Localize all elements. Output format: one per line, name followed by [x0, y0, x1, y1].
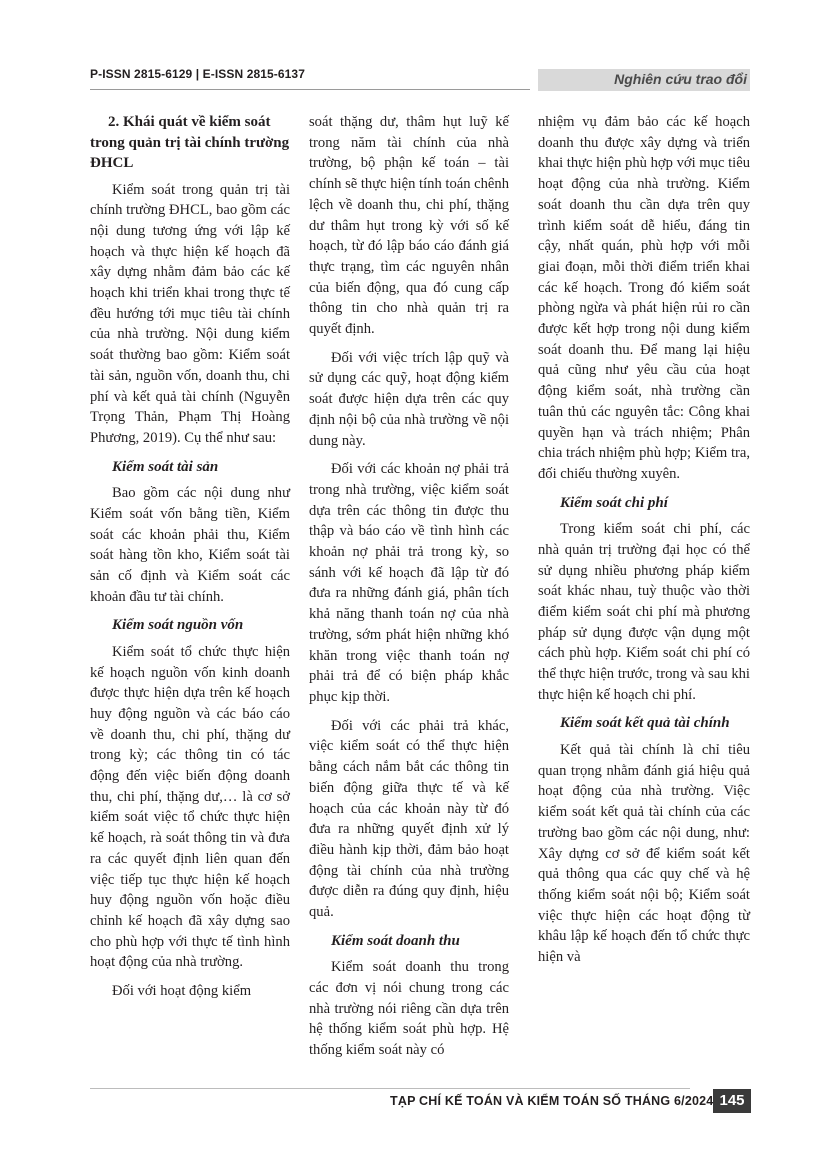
- journal-footer: TẠP CHÍ KẾ TOÁN VÀ KIỂM TOÁN SỐ THÁNG 6/2024: [390, 1094, 714, 1108]
- column-3: [538, 112, 750, 976]
- paragraph: Đối với các khoản nợ phải trả trong nhà trường, việc kiểm soát dựa trên các thông tin được thu thập và báo cáo về tình hình các khoản nợ phải trả trong kỳ, so sánh với kế hoạch đã lập từ đó đưa ra những đánh giá, phân tích khả năng thanh toán nợ của nhà trường, sớm phát hiện những khó khăn trong việc thanh toán nợ phải trả để có biện pháp khắc phục kịp thời.: [309, 461, 509, 705]
- paragraph: Đối với việc trích lập quỹ và sử dụng các quỹ, hoạt động kiểm soát được hiện dựa trên các quy định nội bộ của nhà trường về nội dung này.: [309, 349, 509, 449]
- subheading-assets: Kiểm soát tài sản: [112, 458, 219, 475]
- header-rule: [90, 89, 530, 90]
- subheading-capital: Kiểm soát nguồn vốn: [112, 617, 244, 634]
- section-heading: 2. Khái quát về kiểm soát trong quản trị tài chính trường ĐHCL: [90, 114, 290, 171]
- issn-line: P-ISSN 2815-6129 | E-ISSN 2815-6137: [90, 67, 305, 81]
- paragraph: Đối với các phải trả khác, việc kiểm soát có thể thực hiện bằng cách nắm bắt các thông tin biến động giữa thực tế và kế hoạch của các khoản này từ đó đưa ra những quyết định xử lý điều hành kịp thời, đảm bảo hoạt động tài chính của nhà trường được diễn ra đúng quy định, hiệu quả.: [309, 717, 509, 921]
- subheading-revenue: Kiểm soát doanh thu: [331, 932, 460, 949]
- paragraph: nhiệm vụ đảm bảo các kế hoạch doanh thu được xây dựng và triển khai thực hiện phù hợp với mục tiêu hoạt động của nhà trường. Kiểm soát doanh thu cần dựa trên quy trình kiểm soát dễ hiểu, đáng tin cậy, nhất quán, phù hợp với mỗi giai đoạn, mỗi thời điểm triển khai các kế hoạch. Trong đó kiểm soát phòng ngừa và phát hiện rủi ro cần được kết hợp trong nội dung kiểm soát doanh thu. Để mang lại hiệu quả cũng như yêu cầu của hoạt động kiểm soát, nhà trường cần tuân thủ các nguyên tắc: Công khai quyền hạn và trách nhiệm; Phân chia trách nhiệm phù hợp; Kiểm tra, đối chiếu thường xuyên.: [538, 114, 750, 482]
- paragraph: Kiểm soát trong quản trị tài chính trường ĐHCL, bao gồm các nội dung tương ứng với lập kế hoạch và thực hiện kế hoạch đã xây dựng nhằm đảm bảo các kế hoạch khi triển khai trong thực tế đều hướng tới mục tiêu tài chính của nhà trường. Nội dung kiểm soát thường bao gồm: Kiểm soát tài sản, nguồn vốn, doanh thu, chi phí và kết quả tài chính (Nguyễn Trọng Thản, Phạm Thị Hoàng Phương, 2019). Cụ thể như sau:: [90, 181, 290, 446]
- footer-rule: [90, 1088, 690, 1089]
- section-title: Nghiên cứu trao đổi: [614, 71, 747, 87]
- subheading-financial-results: Kiểm soát kết quả tài chính: [560, 715, 730, 732]
- paragraph: Kết quả tài chính là chỉ tiêu quan trọng nhằm đánh giá hiệu quả hoạt động của nhà trường. Việc kiểm soát kết quả tài chính của các trường bao gồm các nội dung, như: Xây dựng cơ sở để kiểm soát kết quả thông qua các quy chế và hệ thống kiểm soát nội bộ; Kiểm soát việc thực hiện các hoạt động từ khâu lập kế hoạch đến tổ chức thực hiện và: [538, 741, 750, 966]
- paragraph: Bao gồm các nội dung như Kiểm soát vốn bằng tiền, Kiểm soát các khoản phải thu, Kiểm soát hàng tồn kho, Kiểm soát tài sản cố định và Kiểm soát các khoản đầu tư tài chính.: [90, 485, 290, 605]
- column-1: [90, 112, 290, 1010]
- paragraph: Trong kiểm soát chi phí, các nhà quản trị trường đại học có thể sử dụng nhiều phương pháp kiểm soát khác nhau, tuỳ thuộc vào thời điểm kiểm soát chi phí mà phương pháp sử dụng được vận dụng một cách phù hợp. Kiểm soát chi phí có thể thực hiện trước, trong và sau khi thực hiện kế hoạch chi phí.: [538, 521, 750, 703]
- paragraph: Kiểm soát tổ chức thực hiện kế hoạch nguồn vốn kinh doanh được thực hiện dựa trên kế hoạch huy động nguồn và các báo cáo về doanh thu, chi phí, thặng dư trong kỳ; các thông tin có tác động đến việc biến động doanh thu, chi phí, thặng dư,… là cơ sở kiểm soát việc tổ chức thực hiện kế hoạch, rà soát thông tin và đưa ra các quyết định liên quan đến việc tiếp tục thực hiện kế hoạch huy động nguồn vốn hoặc điều chỉnh kế hoạch đã xây dựng sao cho phù hợp với thực tế tình hình hoạt động của nhà trường.: [90, 643, 290, 971]
- subheading-costs: Kiểm soát chi phí: [560, 494, 668, 511]
- column-2: [309, 112, 509, 1069]
- paragraph: Đối với hoạt động kiểm: [112, 983, 252, 1000]
- paragraph: Kiểm soát doanh thu trong các đơn vị nói chung trong các nhà trường nói riêng cần dựa trên hệ thống kiểm soát phù hợp. Hệ thống kiểm soát này có: [309, 959, 509, 1059]
- page-number: 145: [713, 1089, 751, 1113]
- paragraph: soát thặng dư, thâm hụt luỹ kế trong năm tài chính của nhà trường, bộ phận kế toán – tài chính sẽ thực hiện tính toán chênh lệch về doanh thu, chi phí, thặng dư thâm hụt trong kỳ với số kế hoạch, từ đó lập báo cáo đánh giá thực trạng, tìm các nguyên nhân của biến động, qua đó cung cấp thông tin cho nhà quản trị ra quyết định.: [309, 114, 510, 338]
